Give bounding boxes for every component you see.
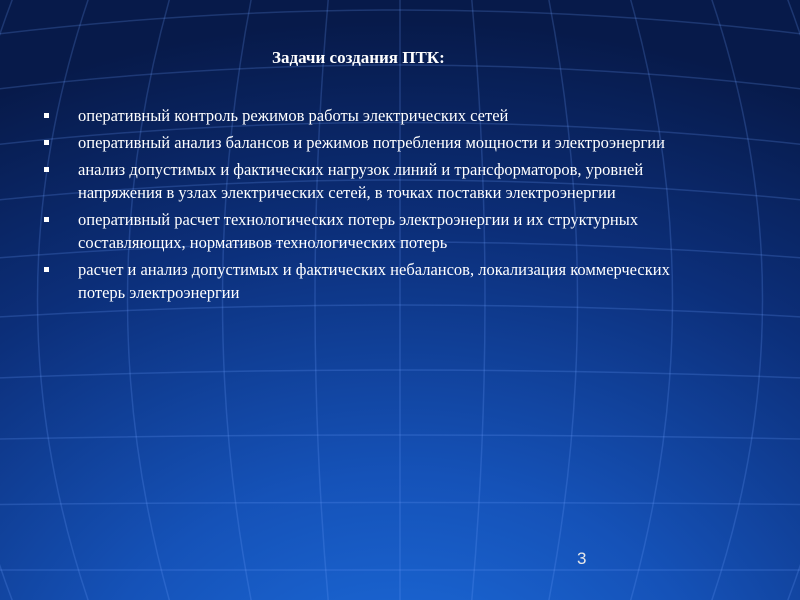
list-item: [44, 104, 694, 127]
list-item: [44, 258, 694, 304]
list-item: [44, 158, 694, 204]
square-bullet-icon: [44, 267, 49, 272]
square-bullet-icon: [44, 140, 49, 145]
square-bullet-icon: [44, 167, 49, 172]
list-item-text: оперативный контроль режимов работы электрических сетей: [78, 106, 509, 125]
page-number: 3: [577, 549, 587, 568]
square-bullet-icon: [44, 217, 49, 222]
list-item: [44, 131, 694, 154]
square-bullet-icon: [44, 113, 49, 118]
list-item: [44, 208, 694, 254]
list-item-text: расчет и анализ допустимых и фактических небалансов, локализация коммерческих потерь электроэнергии: [78, 260, 670, 302]
list-item-text: анализ допустимых и фактических нагрузок линий и трансформаторов, уровней напряжения в узлах электрических сетей, в точках поставки электроэнергии: [78, 160, 644, 202]
list-item-text: оперативный расчет технологических потерь электроэнергии и их структурных составляющих, нормативов технологических потерь: [78, 210, 639, 252]
task-list: [44, 104, 694, 308]
slide-title: Задачи создания ПТК:: [272, 48, 445, 67]
list-item-text: оперативный анализ балансов и режимов потребления мощности и электроэнергии: [78, 133, 665, 152]
